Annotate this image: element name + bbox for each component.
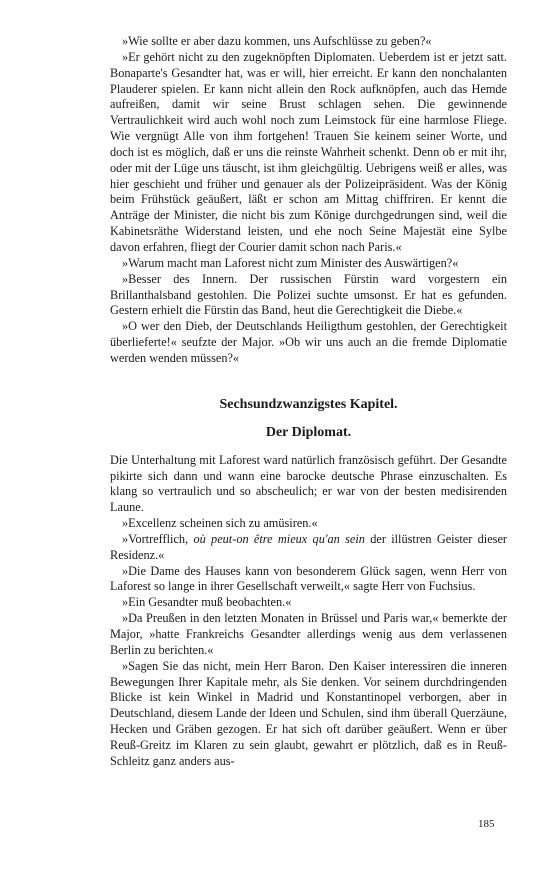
chapter-title: Sechsundzwanzigstes Kapitel.: [219, 396, 398, 412]
italic-phrase: où peut-on être mieux qu'an sein: [193, 531, 365, 546]
paragraph: »Die Dame des Hauses kann von besonderem Glück sagen, wenn Herr von Laforest so lange in ihrer Gesellschaft verweilt,« sagte Herr von Fuchsius.: [110, 563, 507, 594]
text-run: der illüstren Geister dieser Residenz.«: [110, 531, 508, 562]
paragraph: »Besser des Innern. Der russischen Fürstin ward vorgestern ein Brillanthalsband gestohlen. Die Polizei suchte umsonst. Er hat es gefunden. Gestern erhielt die Fürstin das Band, heut die Gerechtigkeit die Diebe.«: [110, 271, 507, 318]
page-text: [110, 34, 507, 770]
paragraph: »Excellenz scheinen sich zu amüsiren.«: [122, 516, 318, 531]
text-run: »Vortrefflich,: [122, 531, 194, 546]
section-title: Der Diplomat.: [265, 424, 352, 440]
paragraph: »Ein Gesandter muß beobachten.«: [122, 595, 292, 610]
paragraph: »Warum macht man Laforest nicht zum Minister des Auswärtigen?«: [122, 255, 459, 270]
paragraph-with-italic: [110, 532, 507, 564]
page-number: 185: [478, 818, 495, 830]
paragraph: »Da Preußen in den letzten Monaten in Brüssel und Paris war,« bemerkte der Major, »hatte Frankreichs Gesandter allerdings wenig aus dem verlassenen Berlin zu berichten.«: [110, 611, 507, 657]
paragraph: »O wer den Dieb, der Deutschlands Heiligthum gestohlen, der Gerechtigkeit überlieferte!« seufzte der Major. »Ob wir uns auch an die fremde Diplomatie werden wenden müssen?«: [110, 319, 507, 365]
paragraph: »Wie sollte er aber dazu kommen, uns Aufschlüsse zu geben?«: [122, 34, 432, 48]
paragraph: »Sagen Sie das nicht, mein Herr Baron. Den Kaiser interessiren die inneren Bewegungen Ihrer Kapitale mehr, als Sie denken. Vor seinem durchdringenden Blicke ist kein Winkel in Madrid und Konstantinopel verborgen, aber in Deutschland, diesem Lande der Ideen und Schulen, sind ihm überall Querzäune, Hecken und Gräben gezogen. Er hat sich oft darüber geäußert. Wenn er über Reuß-Greitz im Klaren zu sein glaubt, gewahrt er plötzlich, daß es in Reuß-Schleitz ganz anders aus-: [110, 658, 507, 768]
paragraph: »Er gehört nicht zu den zugeknöpften Diplomaten. Ueberdem ist er jetzt satt. Bonaparte's Gesandter hat, was er will, hier erreicht. Er kann den nonchalanten Plauderer spielen. Er kann nicht allein den Rock aufknöpfen, auch das Hemde aufreißen, damit wir seine Brust schlagen sehen. Die gewinnende Vertraulichkeit wird auch wohl noch zum Leimstock für eine harmlose Fliege. Wie vergnügt Alle von ihm fortgehen! Trauen Sie keinem seiner Worte, und doch ist es möglich, daß er uns die reinste Wahrheit schenkt. Denn ob er mit ihr, oder mit der Lüge uns täuscht, ist ihm gleichgültig. Uebrigens weiß er alles, was hier geschieht und früher und genauer als der Polizeipräsident. Was der König beim Frühstück geäußert, läßt er schon am Mittag chiffriren. Er kennt die Anträge der Minister, die nicht bis zum Könige durchgedrungen sind, weil die Kabinetsräthe Widerstand leisten, und ehe noch Seine Majestät eine Sylbe davon erfahren, fliegt der Courier damit schon nach Paris.«: [110, 49, 507, 254]
paragraph: Die Unterhaltung mit Laforest ward natürlich französisch geführt. Der Gesandte pikirte sich dann und wann eine barocke deutsche Phrase einzuschalten. Es klang so vertraulich und so abscheulich; er war von der besten medisirenden Laune.: [110, 452, 507, 515]
